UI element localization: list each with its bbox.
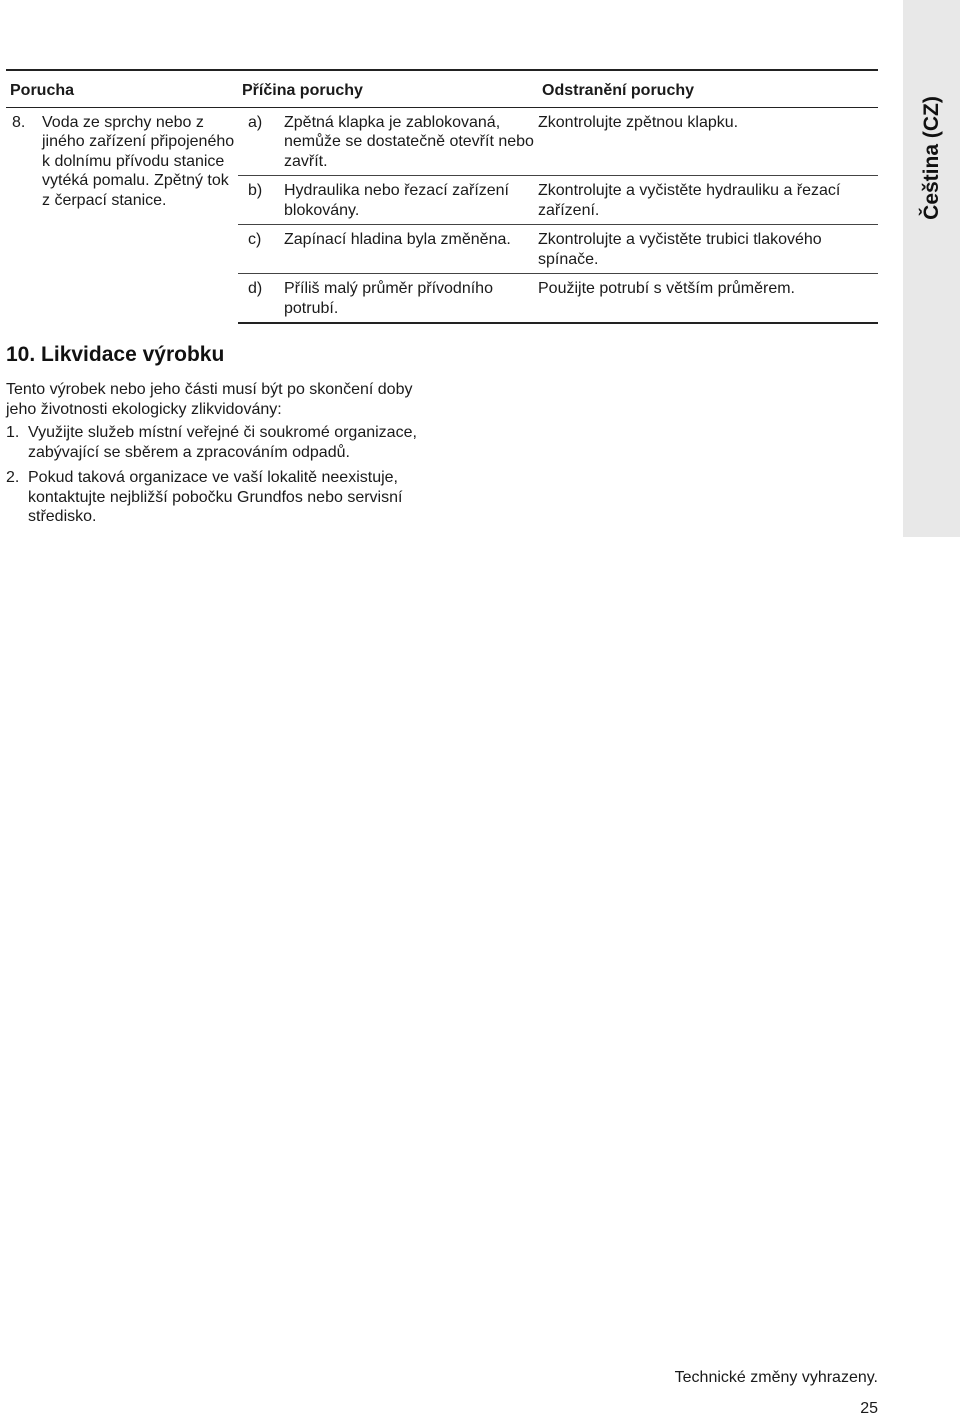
language-tab-label: Čeština (CZ) [919, 96, 943, 220]
list-item-text: Využijte služeb místní veřejné či soukromé organizace, zabývající se sběrem a zpracováním odpadů. [28, 424, 417, 461]
list-item-number: 1. [6, 424, 20, 441]
language-tab-label-box [903, 0, 960, 240]
cause-letter: d) [238, 274, 284, 324]
remedy-text: Zkontrolujte a vyčistěte trubici tlakového spínače. [538, 225, 878, 274]
list-item-number: 2. [6, 469, 20, 486]
cause-text: Zpětná klapka je zablokovaná, nemůže se dostatečně otevřít nebo zavřít. [284, 107, 538, 176]
header-remedy: Odstranění poruchy [538, 70, 878, 107]
list-item [6, 423, 436, 462]
page-number: 25 [860, 1400, 878, 1417]
footer-note: Technické změny vyhrazeny. [674, 1369, 878, 1386]
list-item-text: Pokud taková organizace ve vaší lokalitě neexistuje, kontaktujte nejbližší pobočku Grundfos nebo servisní středisko. [28, 469, 403, 525]
table-header-row [6, 70, 878, 107]
remedy-text: Zkontrolujte zpětnou klapku. [538, 107, 878, 176]
table-row [6, 107, 878, 176]
fault-number: 8. [12, 113, 26, 131]
disposal-intro: Tento výrobek nebo jeho části musí být po skončení doby jeho životnosti ekologicky zlikvidovány: [6, 381, 413, 418]
remedy-text: Použijte potrubí s větším průměrem. [538, 274, 878, 324]
cause-letter: c) [238, 225, 284, 274]
section-heading: 10. Likvidace výrobku [6, 343, 225, 366]
language-side-tab [903, 0, 960, 537]
cause-letter: b) [238, 176, 284, 225]
remedy-text: Zkontrolujte a vyčistěte hydrauliku a řezací zařízení. [538, 176, 878, 225]
header-cause: Příčina poruchy [238, 70, 538, 107]
cause-letter: a) [238, 107, 284, 176]
cause-text: Hydraulika nebo řezací zařízení blokovány. [284, 176, 538, 225]
fault-description: Voda ze sprchy nebo z jiného zařízení připojeného k dolnímu přívodu stanice vytéká pomalu. Zpětný tok z čerpací stanice. [42, 113, 235, 209]
cause-text: Zapínací hladina byla změněna. [284, 225, 538, 274]
disposal-section [6, 380, 436, 533]
disposal-list [6, 423, 436, 527]
header-fault: Porucha [6, 70, 238, 107]
cause-text: Příliš malý průměr přívodního potrubí. [284, 274, 538, 324]
fault-finding-table [6, 69, 878, 324]
list-item [6, 468, 436, 527]
